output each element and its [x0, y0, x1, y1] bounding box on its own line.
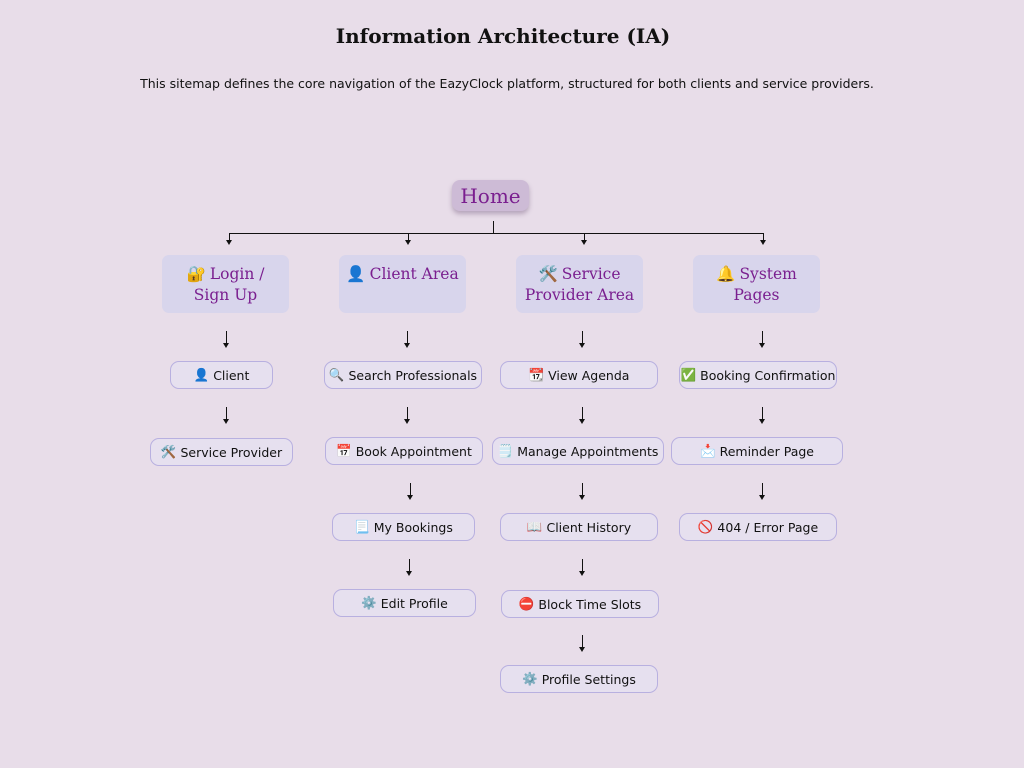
section-system-pages[interactable]	[693, 255, 820, 313]
no-entry-icon: ⛔	[518, 596, 535, 611]
flow-arrow	[762, 483, 763, 496]
prohibited-icon: 🚫	[697, 519, 714, 534]
node-view-agenda[interactable]	[500, 361, 658, 389]
node-label: Block Time Slots	[538, 596, 642, 612]
calendar-icon: 📆	[528, 367, 545, 382]
magnifier-icon: 🔍	[328, 367, 345, 382]
flow-arrow	[407, 407, 408, 420]
calendar-icon: 📅	[336, 443, 352, 458]
user-icon: 👤	[193, 367, 210, 382]
branch-arrow-system	[763, 233, 764, 241]
node-label: Edit Profile	[380, 595, 448, 611]
node-label: Service Provider	[180, 444, 283, 460]
gear-icon: ⚙️	[361, 595, 377, 610]
section-label: Service Provider Area	[524, 265, 635, 304]
node-manage-appointments[interactable]	[492, 437, 664, 465]
page-title: Information Architecture (IA)	[335, 24, 671, 48]
flow-arrow	[226, 407, 227, 420]
section-label: System Pages	[733, 265, 797, 304]
bell-icon: 🔔	[716, 265, 736, 283]
node-label: Manage Appointments	[517, 443, 659, 459]
book-icon: 📖	[526, 519, 543, 534]
node-reminder-page[interactable]	[671, 437, 843, 465]
branch-line	[229, 233, 763, 234]
flow-arrow	[226, 331, 227, 344]
node-block-time-slots[interactable]	[501, 590, 659, 618]
flow-arrow	[582, 635, 583, 648]
section-label: Client Area	[369, 265, 459, 283]
page-subtitle: This sitemap defines the core navigation of the EazyClock platform, structured for both clients and service providers.	[140, 76, 874, 91]
node-label: Book Appointment	[355, 443, 472, 459]
node-my-bookings[interactable]	[332, 513, 475, 541]
node-label: Booking Confirmation	[700, 367, 836, 383]
page-icon: 📃	[354, 519, 370, 534]
flow-arrow	[762, 331, 763, 344]
section-client-area[interactable]	[339, 255, 466, 313]
node-edit-profile[interactable]	[333, 589, 476, 617]
flow-arrow	[582, 483, 583, 496]
lock-key-icon: 🔐	[186, 265, 206, 283]
node-label: 404 / Error Page	[717, 519, 819, 535]
node-label: View Agenda	[548, 367, 630, 383]
section-label: Login / Sign Up	[193, 265, 265, 304]
node-client-login[interactable]	[170, 361, 273, 389]
tools-icon: 🛠️	[160, 444, 177, 459]
node-book-appointment[interactable]	[325, 437, 483, 465]
flow-arrow	[762, 407, 763, 420]
node-search-professionals[interactable]	[324, 361, 482, 389]
envelope-icon: 📩	[700, 443, 716, 458]
node-label: Profile Settings	[541, 671, 636, 687]
node-label: Search Professionals	[348, 367, 478, 383]
node-error-page[interactable]	[679, 513, 837, 541]
branch-arrow-login	[229, 233, 230, 241]
node-label: Client History	[546, 519, 632, 535]
branch-arrow-client	[408, 233, 409, 241]
flow-arrow	[582, 559, 583, 572]
node-profile-settings[interactable]	[500, 665, 658, 693]
section-provider-area[interactable]	[516, 255, 643, 313]
node-booking-confirmation[interactable]	[679, 361, 837, 389]
notepad-icon: 🗒️	[497, 443, 514, 458]
flow-arrow	[582, 407, 583, 420]
node-label: Reminder Page	[719, 443, 814, 459]
node-label: Client	[213, 367, 250, 383]
gear-icon: ⚙️	[522, 671, 538, 686]
branch-arrow-provider	[584, 233, 585, 241]
flow-arrow	[582, 331, 583, 344]
node-label: My Bookings	[373, 519, 453, 535]
flow-arrow	[410, 483, 411, 496]
node-client-history[interactable]	[500, 513, 658, 541]
user-icon: 👤	[346, 265, 366, 283]
flow-arrow	[407, 331, 408, 344]
node-service-provider-login[interactable]	[150, 438, 293, 466]
flow-arrow	[409, 559, 410, 572]
home-connector	[493, 221, 494, 233]
home-node[interactable]: Home	[452, 180, 529, 211]
section-login[interactable]	[162, 255, 289, 313]
tools-icon: 🛠️	[538, 265, 558, 283]
check-icon: ✅	[680, 367, 697, 382]
